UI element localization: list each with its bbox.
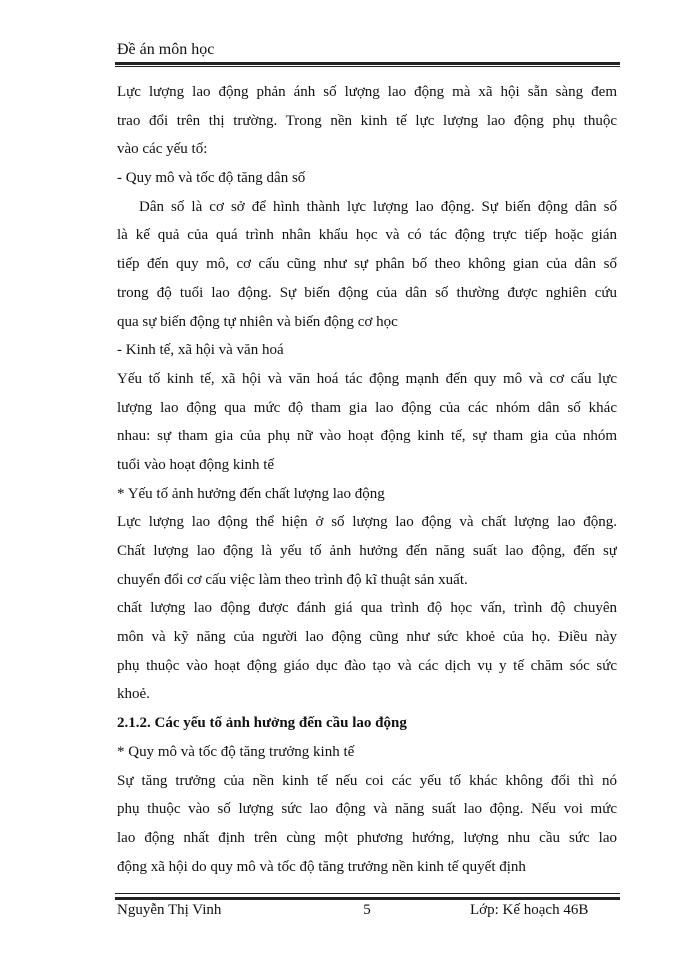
text-line: qua sự biến động tự nhiên và biến động cơ học [117,313,398,330]
text-line: Dân số là cơ sở để hình thành lực lượng lao động. Sự biến động dân số [139,198,617,215]
text-line: khoẻ. [117,686,150,703]
header-rule-thin [115,66,620,67]
text-line: tuổi vào hoạt động kinh tế [117,456,275,473]
footer-author: Nguyễn Thị Vinh [117,902,222,918]
section-heading: 2.1.2. Các yếu tố ảnh hưởng đến cầu lao động [117,715,407,732]
text-line: vào các yếu tố: [117,141,208,158]
text-line: Chất lượng lao động là yếu tố ảnh hưởng đến năng suất lao động, đến sự [117,543,617,559]
text-line: môn và kỹ năng của người lao động cũng như sức khoẻ của họ. Điều này [117,629,617,646]
text-line: phụ thuộc vào số lượng sức lao động và năng suất lao động. Nếu voi mức [117,801,617,818]
footer-class: Lớp: Kế hoạch 46B [470,902,589,918]
text-line: lượng lao động qua mức độ tham gia lao động của các nhóm dân số khác [117,399,617,416]
text-line: động xã hội do quy mô và tốc độ tăng trưởng nền kinh tế quyết định [117,858,526,875]
text-line: Yếu tố kinh tế, xã hội và văn hoá tác động mạnh đến quy mô và cơ cấu lực [117,370,617,387]
footer-page-number: 5 [363,902,371,918]
text-line: lao động nhất định trên cùng một phương hướng, lượng nhu cầu sức lao [117,829,617,846]
header-rule-thick [115,62,620,65]
header-title: Đề án môn học [117,41,215,58]
text-line: - Quy mô và tốc độ tăng dân số [117,170,306,187]
text-line: Lực lượng lao động thể hiện ở số lượng lao động và chất lượng lao động. [117,514,617,531]
text-line: * Quy mô và tốc độ tăng trưởng kinh tế [117,743,355,760]
text-line: tiếp đến quy mô, cơ cấu cũng như sự phân bố theo không gian của dân số [117,256,617,273]
text-line: * Yếu tố ảnh hưởng đến chất lượng lao động [117,485,385,502]
document-body [117,78,617,881]
text-line: Sự tăng trưởng của nền kinh tế nếu coi các yếu tố khác không đổi thì nó [117,772,617,789]
text-line: trao đổi trên thị trường. Trong nền kinh tế lực lượng lao động phụ thuộc [117,112,617,129]
footer-rule-thin [115,893,620,894]
text-line: trong độ tuổi lao động. Sự biến động của dân số thường được nghiên cứu [117,284,617,301]
text-line: chất lượng lao động được đánh giá qua trình độ học vấn, trình độ chuyên [117,600,617,617]
text-line: là kế quả của quá trình nhân khẩu học và có tác động trực tiếp hoặc gián [117,227,617,244]
text-line: Lực lượng lao động phản ánh số lượng lao động mà xã hội sẵn sàng đem [117,84,617,100]
text-line: nhau: sự tham gia của phụ nữ vào hoạt động kinh tế, sự tham gia của nhóm [117,428,617,445]
text-line: phụ thuộc vào hoạt động giáo dục đào tạo và các dịch vụ y tế chăm sóc sức [117,657,617,674]
text-line: chuyển đổi cơ cấu việc làm theo trình độ kĩ thuật sản xuất. [117,571,468,588]
text-line: - Kinh tế, xã hội và văn hoá [117,342,284,359]
